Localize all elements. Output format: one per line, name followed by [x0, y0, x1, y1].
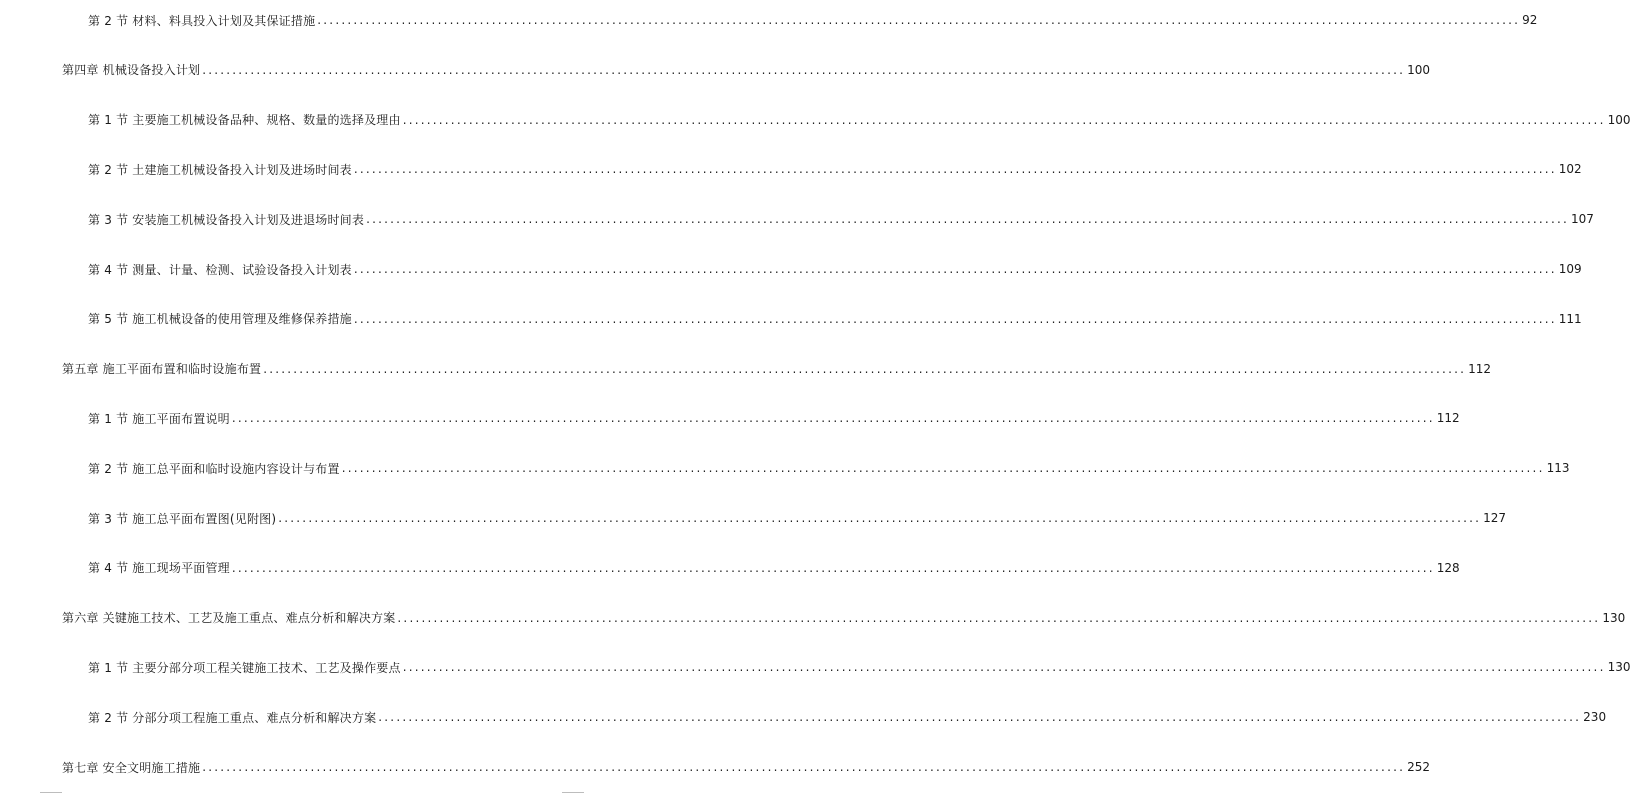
toc-section-entry[interactable]	[88, 209, 1594, 229]
toc-dot-leader: ........................................................................................................................................................................................................	[263, 361, 1467, 376]
toc-page-number: 130	[1607, 660, 1630, 675]
toc-entry-title: 第 2 节 材料、料具投入计划及其保证措施	[88, 13, 316, 28]
toc-entry-title: 第 4 节 测量、计量、检测、试验设备投入计划表	[88, 262, 352, 277]
toc-chapter-entry[interactable]	[62, 60, 1431, 80]
toc-page-number: 130	[1602, 610, 1626, 625]
toc-entry-title: 第 5 节 施工机械设备的使用管理及维修保养措施	[88, 312, 352, 327]
toc-section-entry[interactable]	[88, 508, 1507, 528]
toc-chapter-entry[interactable]	[62, 359, 1492, 379]
toc-dot-leader: ........................................................................................................................................................................................................	[341, 461, 1545, 476]
toc-entry-title: 第四章 机械设备投入计划	[62, 63, 201, 78]
toc-section-entry[interactable]	[88, 558, 1460, 578]
toc-section-entry[interactable]	[88, 309, 1582, 329]
toc-entry-title: 第七章 安全文明施工措施	[62, 760, 201, 775]
toc-page-number: 102	[1558, 162, 1582, 177]
page-corner-mark-right	[562, 792, 584, 793]
toc-section-entry[interactable]	[88, 458, 1570, 478]
toc-page-number: 128	[1436, 560, 1460, 575]
toc-entry-title: 第 3 节 施工总平面布置图(见附图)	[88, 511, 277, 526]
toc-chapter-entry[interactable]	[62, 608, 1626, 628]
toc-dot-leader: ........................................................................................................................................................................................................	[397, 610, 1601, 625]
toc-dot-leader: ........................................................................................................................................................................................................	[231, 560, 1435, 575]
toc-entry-title: 第六章 关键施工技术、工艺及施工重点、难点分析和解决方案	[62, 611, 396, 626]
toc-dot-leader: ........................................................................................................................................................................................................	[278, 511, 1482, 525]
toc-dot-leader: ........................................................................................................................................................................................................	[353, 162, 1557, 177]
toc-page-number: 109	[1558, 262, 1582, 276]
toc-page-number: 127	[1483, 511, 1507, 525]
toc-page-number: 112	[1468, 361, 1492, 376]
toc-entry-title: 第 3 节 安装施工机械设备投入计划及进退场时间表	[88, 212, 365, 227]
toc-entry-title: 第 1 节 主要分部分项工程关键施工技术、工艺及操作要点	[88, 660, 401, 675]
toc-dot-leader: ........................................................................................................................................................................................................	[402, 660, 1606, 675]
toc-page-number: 107	[1570, 212, 1594, 227]
toc-entry-title: 第 2 节 分部分项工程施工重点、难点分析和解决方案	[88, 710, 377, 725]
toc-section-entry[interactable]	[88, 707, 1607, 727]
toc-page-number: 92	[1522, 13, 1538, 27]
toc-entry-title: 第 4 节 施工现场平面管理	[88, 561, 230, 576]
toc-section-entry[interactable]	[88, 10, 1538, 30]
toc-section-entry[interactable]	[88, 657, 1630, 677]
toc-dot-leader: ........................................................................................................................................................................................................	[353, 262, 1557, 276]
toc-page-number: 100	[1407, 62, 1431, 77]
page-corner-mark-left	[40, 792, 62, 793]
toc-dot-leader: ........................................................................................................................................................................................................	[202, 62, 1406, 77]
toc-chapter-entry[interactable]	[62, 757, 1431, 777]
toc-dot-leader: ........................................................................................................................................................................................................	[378, 710, 1582, 725]
toc-page-number: 111	[1558, 311, 1582, 326]
toc-entry-title: 第 2 节 土建施工机械设备投入计划及进场时间表	[88, 162, 352, 177]
toc-dot-leader: ........................................................................................................................................................................................................	[317, 13, 1521, 27]
toc-section-entry[interactable]	[88, 110, 1630, 130]
toc-dot-leader: ........................................................................................................................................................................................................	[231, 411, 1435, 426]
toc-entry-title: 第 2 节 施工总平面和临时设施内容设计与布置	[88, 461, 340, 476]
toc-page-number: 230	[1583, 710, 1607, 725]
toc-section-entry[interactable]	[88, 259, 1582, 279]
toc-entry-title: 第 1 节 施工平面布置说明	[88, 411, 230, 426]
toc-page-number: 100	[1607, 112, 1630, 127]
toc-page-number: 112	[1436, 411, 1460, 426]
toc-section-entry[interactable]	[88, 408, 1460, 428]
toc-dot-leader: ........................................................................................................................................................................................................	[202, 760, 1406, 774]
toc-dot-leader: ........................................................................................................................................................................................................	[402, 112, 1606, 127]
toc-page-number: 252	[1407, 760, 1431, 774]
toc-entry-title: 第五章 施工平面布置和临时设施布置	[62, 362, 262, 377]
toc-entry-title: 第 1 节 主要施工机械设备品种、规格、数量的选择及理由	[88, 113, 401, 128]
toc-dot-leader: ........................................................................................................................................................................................................	[366, 212, 1569, 227]
toc-dot-leader: ........................................................................................................................................................................................................	[353, 311, 1557, 326]
toc-section-entry[interactable]	[88, 159, 1582, 179]
toc-page-number: 113	[1546, 461, 1570, 476]
